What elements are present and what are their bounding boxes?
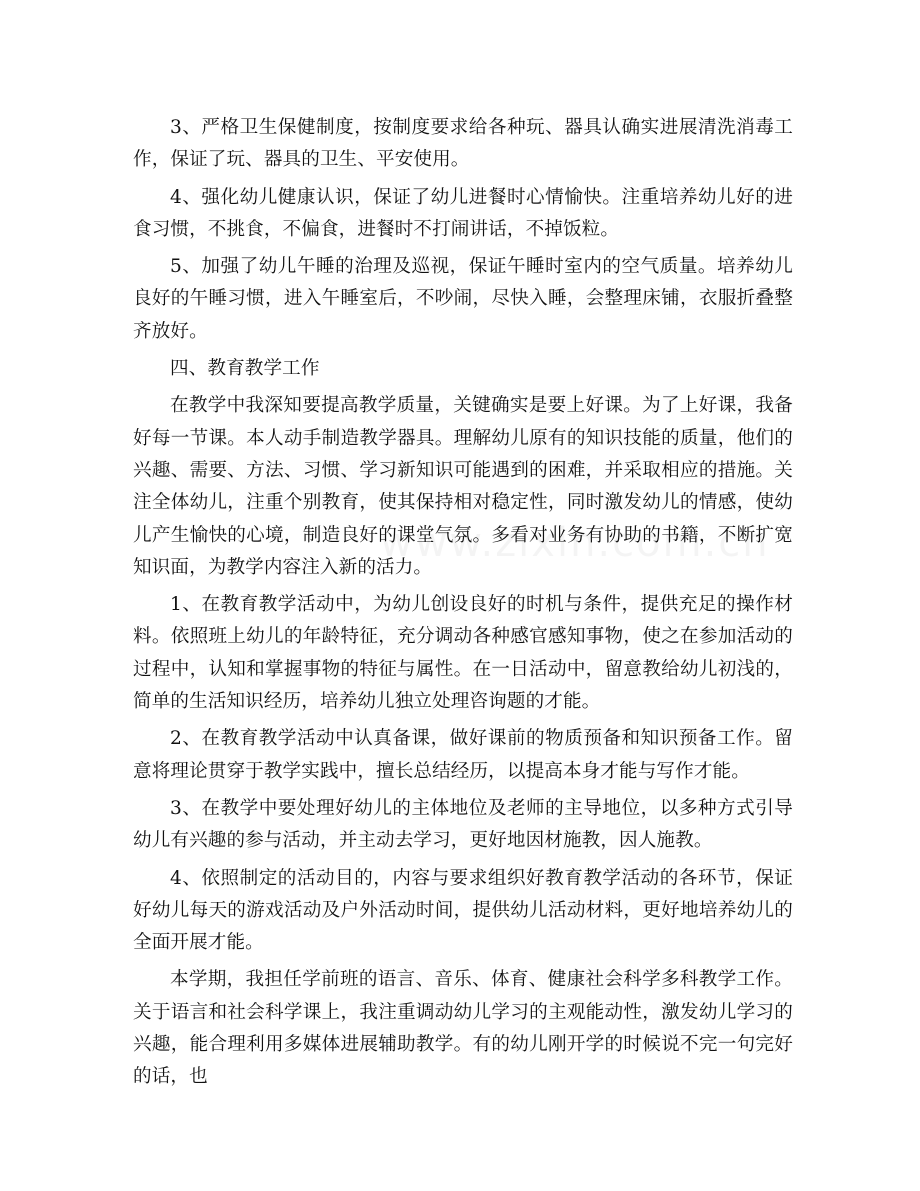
paragraph-teaching-point-4: 4、依照制定的活动目的，内容与要求组织好教育教学活动的各环节，保证好幼儿每天的游戏活动及户外活动时间，提供幼儿活动材料，更好地培养幼儿的全面开展才能。 [133,867,793,954]
paragraph-nap-management: 5、加强了幼儿午睡的治理及巡视，保证午睡时室内的空气质量。培养幼儿良好的午睡习惯，进入午睡室后，不吵闹，尽快入睡，会整理床铺，衣服折叠整齐放好。 [133,256,793,342]
paragraph-teaching-point-2: 2、在教育教学活动中认真备课，做好课前的物质预备和知识预备工作。留意将理论贯穿于教学实践中，擅长总结经历，以提高本身才能与写作才能。 [133,728,793,782]
paragraph-teaching-point-3: 3、在教学中要处理好幼儿的主体地位及老师的主导地位，以多种方式引导幼儿有兴趣的参与活动，并主动去学习，更好地因材施教，因人施教。 [133,797,793,852]
paragraph-teaching-point-1: 1、在教育教学活动中，为幼儿创设良好的时机与条件，提供充足的操作材料。依照班上幼儿的年龄特征，充分调动各种感官感知事物，使之在参加活动的过程中，认知和掌握事物的特征与属性。在一日活动中，留意教给幼儿初浅的，简单的生活知识经历，培养幼儿独立处理咨询题的才能。 [133,594,793,713]
section-heading-teaching-work: 四、教育教学工作 [170,358,320,380]
paragraph-teaching-quality: 在教学中我深知要提高教学质量，关键确实是要上好课。为了上好课，我备好每一节课。本人动手制造教学器具。理解幼儿原有的知识技能的质量，他们的兴趣、需要、方法、习惯、学习新知识可能遇到的困难，并采取相应的措施。关注全体幼儿，注重个别教育，使其保持相对稳定性，同时激发幼儿的情感，使幼儿产生愉快的心境，制造良好的课堂气氛。多看对业务有协助的书籍，不断扩宽知识面，为教学内容注入新的活力。 [133,395,793,578]
paragraph-hygiene-system: 3、严格卫生保健制度，按制度要求给各种玩、器具认确实进展清洗消毒工作，保证了玩、器具的卫生、平安使用。 [133,117,793,171]
document-body [133,112,793,1099]
paragraph-health-awareness: 4、强化幼儿健康认识，保证了幼儿进餐时心情愉快。注重培养幼儿好的进食习惯，不挑食，不偏食，进餐时不打闹讲话，不掉饭粒。 [133,186,793,240]
paragraph-semester-summary: 本学期，我担任学前班的语言、音乐、体育、健康社会科学多科教学工作。关于语言和社会科学课上，我注重调动幼儿学习的主观能动性，激发幼儿学习的兴趣，能合理利用多媒体进展辅助教学。有的幼儿刚开学的时候说不完一句完好的话，也 [133,969,793,1088]
